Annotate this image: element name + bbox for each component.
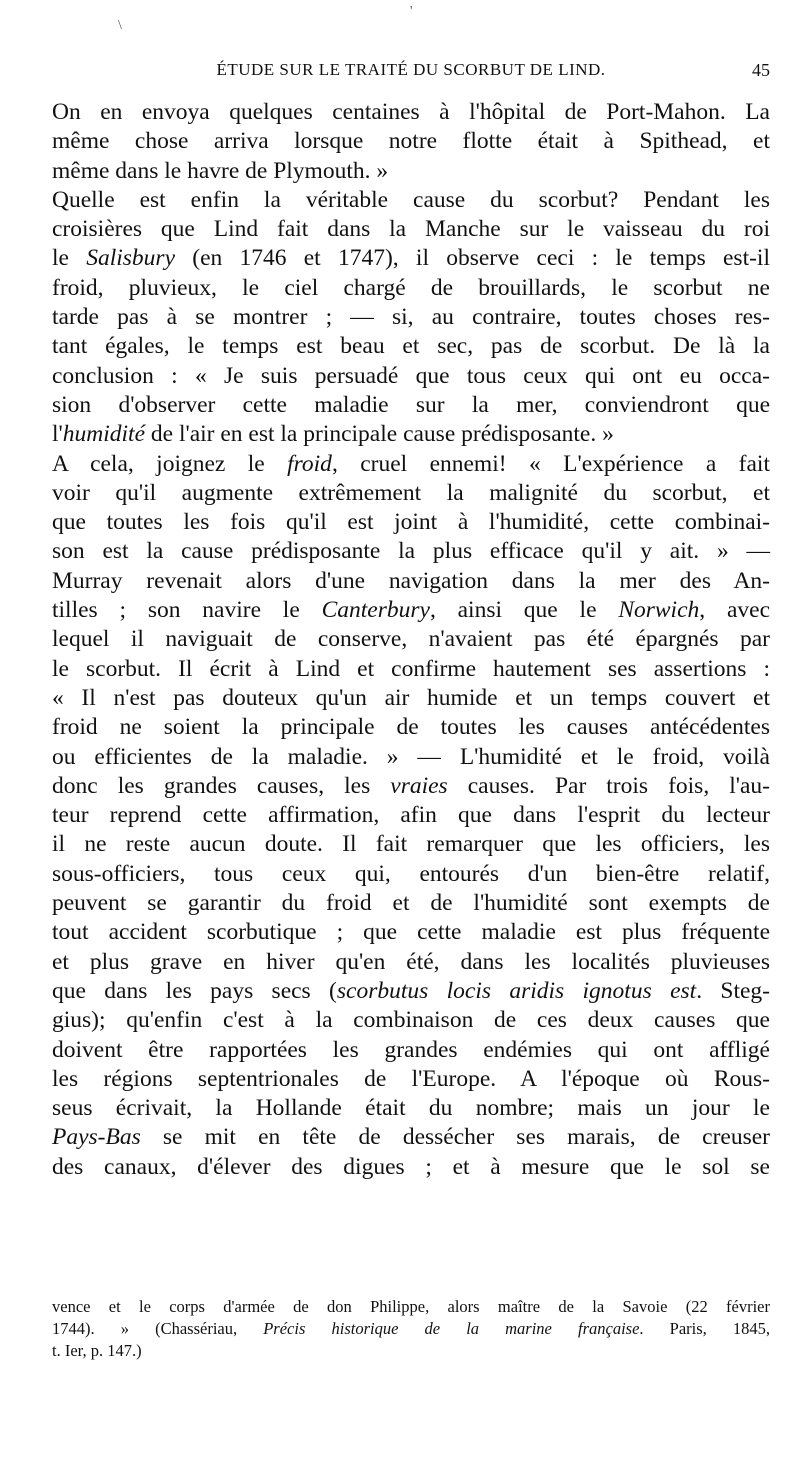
footnote-line [52,1296,770,1318]
stray-mark-left: \ [118,18,122,33]
body-line [52,1094,770,1123]
body-line [52,801,770,830]
text-run: tout accident scorbutique ; que cette maladie est plus fréquente [52,919,770,946]
text-run: teur reprend cette affirmation, afin que dans l'esprit du lecteur [52,802,770,829]
body-line [52,244,770,273]
body-line [52,537,770,566]
text-run: tant égales, le temps est beau et sec, pas de scorbut. De là la [52,333,770,360]
text-run: il ne reste aucun doute. Il fait remarquer que les officiers, les [52,831,770,858]
text-run: tilles ; son navire le [52,597,322,624]
body-line [52,948,770,977]
body-line [52,625,770,654]
body-line [52,508,770,537]
italic-run: Précis historique de la marine française [263,1319,640,1338]
text-run: même dans le havre de Plymouth. » [52,157,389,184]
text-run: ou efficientes de la maladie. » — L'humidité et le froid, voilà [52,743,770,770]
text-run: conclusion : « Je suis persuadé que tous ceux qui ont eu occa- [52,362,770,389]
text-run: l' [52,421,63,448]
text-run: On en envoya quelques centaines à l'hôpital de Port-Mahon. La [52,99,770,125]
text-run: froid, pluvieux, le ciel chargé de brouillards, le scorbut ne [52,274,770,301]
text-run: même chose arriva lorsque notre flotte était à Spithead, et [52,128,770,155]
text-run: Murray revenait alors d'une navigation dans la mer des An- [52,567,770,594]
text-run: donc les grandes causes, les [52,772,391,799]
italic-run: Canterbury [321,597,430,624]
body-line [52,772,770,801]
text-run: que dans les pays secs ( [52,977,337,1004]
text-run: « Il n'est pas douteux qu'un air humide et un temps couvert et [52,684,770,711]
body-line [52,303,770,332]
text-run: . Steg- [696,977,771,1004]
text-run: voir qu'il augmente extrêmement la malignité du scorbut, et [52,479,770,506]
body-line [52,1006,770,1035]
body-line [52,274,770,303]
text-run: des canaux, d'élever des digues ; et à mesure que le sol se [52,1153,770,1180]
text-run: doivent être rapportées les grandes endémies qui ont affligé [52,1036,770,1063]
body-line [52,479,770,508]
text-run: le [52,245,87,272]
body-line [52,157,770,186]
text-run: , avec [699,597,771,624]
body-line [52,918,770,947]
body-line [52,713,770,742]
text-run: les régions septentrionales de l'Europe. A l'époque où Rous- [52,1065,770,1092]
italic-run: Norwich [618,597,700,624]
body-line [52,1153,770,1182]
body-line [52,215,770,244]
text-run: le scorbut. Il écrit à Lind et confirme hautement ses assertions : [52,655,770,682]
body-line [52,830,770,859]
footnote-line [52,1318,770,1340]
text-run: , ainsi que le [429,597,619,624]
text-run: lequel il naviguait de conserve, n'avaient pas été épargnés par [52,626,770,653]
text-run: vence et le corps d'armée de don Philippe, alors maître de la Savoie (22 février [52,1297,770,1316]
body-line [52,655,770,684]
text-run: seus écrivait, la Hollande était du nombre; mais un jour le [52,1095,770,1122]
text-run: et plus grave en hiver qu'en été, dans les localités pluvieuses [52,948,770,975]
text-run: sion d'observer cette maladie sur la mer, conviendront que [52,391,770,418]
text-run: tarde pas à se montrer ; — si, au contraire, toutes choses res- [52,304,770,331]
text-run: t. Ier, p. 147.) [52,1341,142,1360]
body-line [52,1123,770,1152]
body-line [52,1065,770,1094]
body-line [52,186,770,215]
body-line [52,420,770,449]
italic-run: Pays-Bas [52,1124,141,1151]
body-line [52,567,770,596]
text-run: peuvent se garantir du froid et de l'humidité sont exempts de [52,890,770,917]
text-run: que toutes les fois qu'il est joint à l'humidité, cette combinai- [52,509,770,536]
running-head: ÉTUDE SUR LE TRAITÉ DU SCORBUT DE LIND. [216,60,606,79]
text-run: causes. Par trois fois, l'au- [447,772,770,799]
text-run: . Paris, 1845, [639,1319,770,1338]
body-line [52,127,770,156]
body-line [52,98,770,127]
text-run: se mit en tête de dessécher ses marais, de creuser [140,1124,770,1151]
italic-run: vraies [390,772,448,799]
body-line [52,362,770,391]
body-line [52,889,770,918]
body-line [52,860,770,889]
text-run: son est la cause prédisposante la plus efficace qu'il y ait. » — [52,538,770,565]
body-line [52,977,770,1006]
text-run: A cela, joignez le [52,450,288,477]
italic-run: froid [287,450,332,477]
body-line [52,596,770,625]
text-run: Quelle est enfin la véritable cause du scorbut? Pendant les [52,186,770,213]
body-line [52,1036,770,1065]
body-text [52,98,770,1182]
page-number: 45 [752,60,770,80]
text-run: , cruel ennemi! « L'expérience a fait [331,450,770,477]
italic-run: humidité [62,421,146,448]
page-header [52,60,770,84]
body-line [52,743,770,772]
text-run: froid ne soient la principale de toutes les causes antécédentes [52,714,770,741]
body-line [52,450,770,479]
text-run: de l'air en est la principale cause prédisposante. » [145,421,614,448]
text-run: gius); qu'enfin c'est à la combinaison de ces deux causes que [52,1007,770,1034]
text-run: 1744). » (Chassériau, [52,1319,264,1338]
text-run: (en 1746 et 1747), il observe ceci : le temps est-il [175,245,770,272]
body-line [52,391,770,420]
stray-mark-top: ' [410,4,413,19]
footnote-line [52,1340,770,1362]
italic-run: Salisbury [86,245,175,272]
text-run: sous-officiers, tous ceux qui, entourés d'un bien-être relatif, [52,860,770,887]
italic-run: scorbutus locis aridis ignotus est [336,977,697,1004]
footnote [52,1296,770,1362]
body-line [52,332,770,361]
text-run: croisières que Lind fait dans la Manche sur le vaisseau du roi [52,216,770,243]
body-line [52,684,770,713]
